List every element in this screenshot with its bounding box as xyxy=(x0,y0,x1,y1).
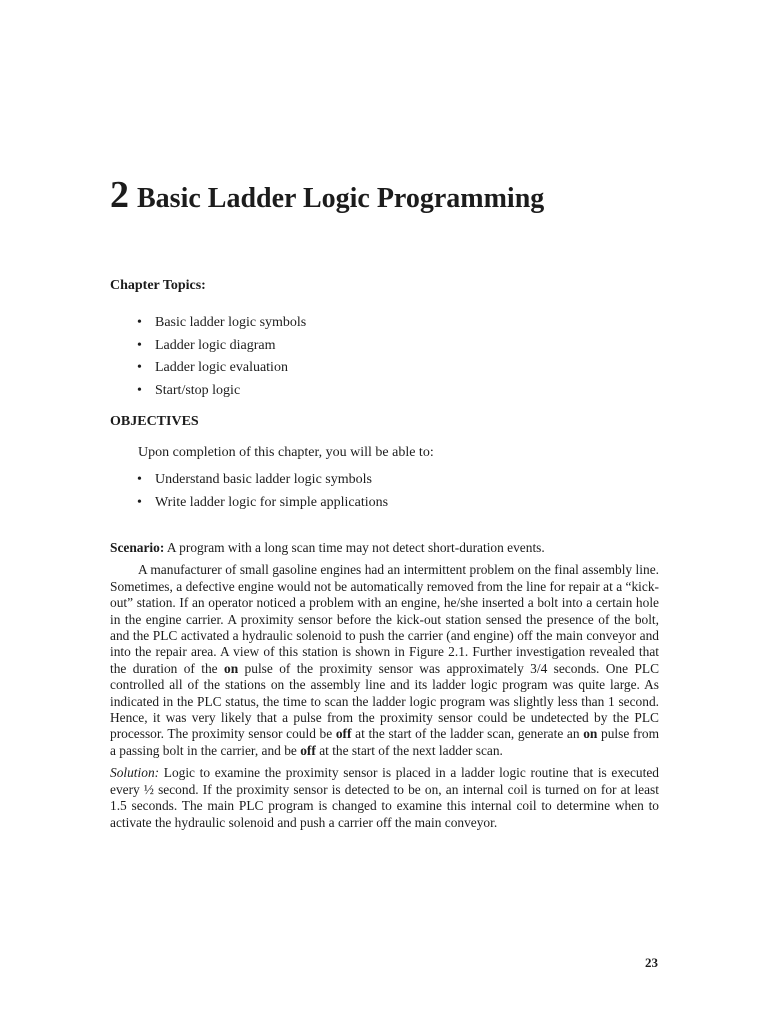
topic-item: • Start/stop logic xyxy=(137,380,306,403)
objective-item: • Write ladder logic for simple applications xyxy=(137,492,388,515)
scenario-section xyxy=(110,540,659,831)
scenario-paragraph xyxy=(110,562,659,759)
chapter-name: Basic Ladder Logic Programming xyxy=(137,183,545,214)
paragraph-text: pulse from a passing bolt in the carrier, and be xyxy=(110,726,659,758)
chapter-title xyxy=(110,176,544,214)
emphasis-off: off xyxy=(300,742,316,758)
objectives-intro: Upon completion of this chapter, you will be able to: xyxy=(138,445,434,460)
scenario-summary-text: A program with a long scan time may not detect short-duration events. xyxy=(164,540,545,555)
chapter-topics-list xyxy=(137,312,306,402)
paragraph-text: at the start of the ladder scan, generate an xyxy=(351,726,584,742)
scenario-summary xyxy=(110,540,659,556)
objectives-list xyxy=(137,469,388,514)
emphasis-on: on xyxy=(583,726,598,742)
scenario-label: Scenario: xyxy=(110,540,165,555)
topic-item: • Ladder logic evaluation xyxy=(137,357,306,380)
objectives-heading: OBJECTIVES xyxy=(110,414,199,429)
page-number: 23 xyxy=(645,955,658,970)
chapter-topics-heading: Chapter Topics: xyxy=(110,278,206,293)
chapter-number: 2 xyxy=(110,174,129,216)
topic-item: • Ladder logic diagram xyxy=(137,335,306,358)
paragraph-text: at the start of the next ladder scan. xyxy=(315,742,503,758)
emphasis-on: on xyxy=(224,660,239,676)
paragraph-text: pulse of the proximity sensor was approximately 3/4 seconds. One PLC controlled all of the stations on the assembly line and its ladder logic program was quite large. As indicated in the PLC status, the time to scan the ladder logic program was slightly less than 1 second. Hence, it was very likely that a pulse from the proximity sensor could be undetected by the PLC processor. The proximity sensor could be xyxy=(110,660,660,742)
objective-item: • Understand basic ladder logic symbols xyxy=(137,469,388,492)
solution-paragraph xyxy=(110,765,659,831)
solution-label: Solution: xyxy=(110,765,160,781)
solution-text: Logic to examine the proximity sensor is placed in a ladder logic routine that is executed every ½ second. If the proximity sensor is detected to be on, an internal coil is turned on for at least 1.5 seconds. The main PLC program is changed to examine this internal coil to determine when to activate the hydraulic solenoid and push a carrier off the main conveyor. xyxy=(110,765,659,830)
paragraph-text: A manufacturer of small gasoline engines had an intermittent problem on the final assembly line. Sometimes, a defective engine would not be automatically removed from the line for repair at a “kick-out” station. If an operator noticed a problem with an engine, he/she inserted a bolt into a certain hole in the engine carrier. A proximity sensor before the kick-out station sensed the presence of the bolt, and the PLC activated a hydraulic solenoid to push the carrier (and engine) off the main conveyor and into the repair area. A view of this station is shown in Figure 2.1. Further investigation revealed that the duration of the xyxy=(110,562,659,676)
topic-item: • Basic ladder logic symbols xyxy=(137,312,306,335)
emphasis-off: off xyxy=(335,726,352,742)
